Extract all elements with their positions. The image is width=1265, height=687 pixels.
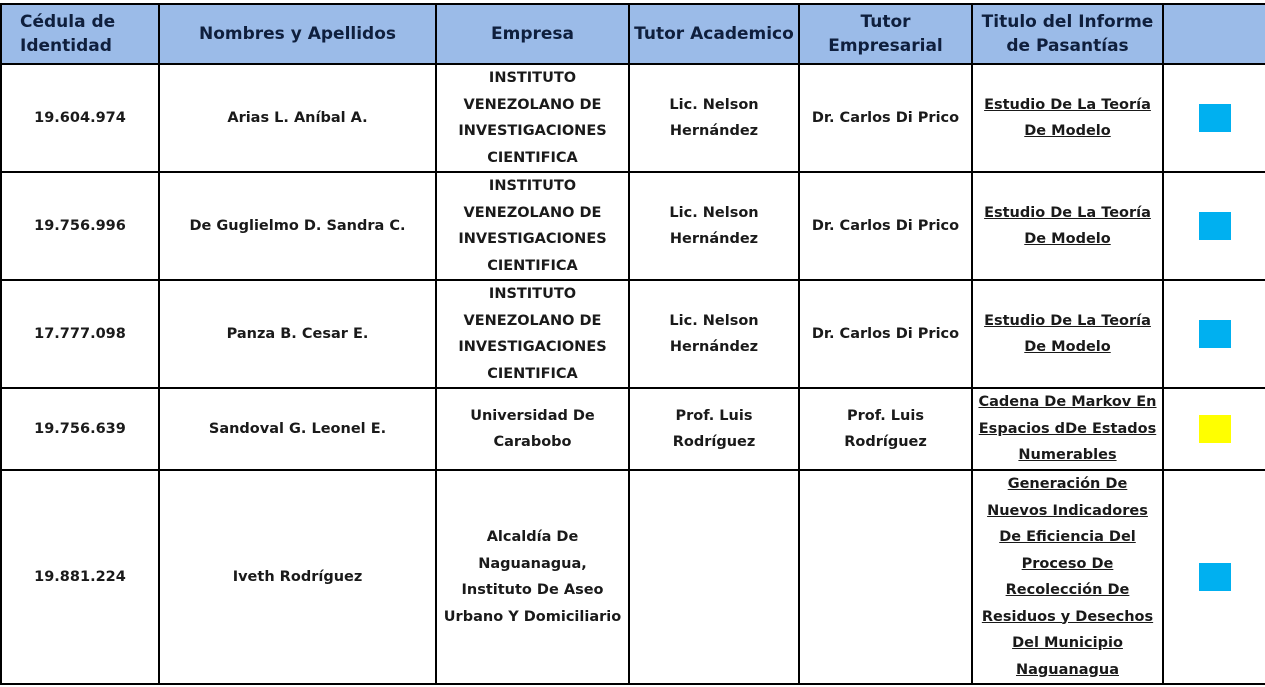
titulo-link[interactable]: Estudio De La Teoría De Modelo bbox=[984, 312, 1151, 355]
header-tutor-empresarial: Tutor Empresarial bbox=[799, 4, 972, 64]
empresa-cell: INSTITUTO VENEZOLANO DE INVESTIGACIONES CIENTIFICA bbox=[436, 64, 629, 172]
nombre-cell: Iveth Rodríguez bbox=[159, 470, 436, 684]
status-cell bbox=[1163, 64, 1265, 172]
header-tutor-academico: Tutor Academico bbox=[629, 4, 799, 64]
header-titulo: Titulo del Informe de Pasantías bbox=[972, 4, 1163, 64]
table-row bbox=[1, 64, 1265, 172]
cedula-cell: 17.777.098 bbox=[1, 280, 159, 388]
titulo-link[interactable]: Estudio De La Teoría De Modelo bbox=[984, 204, 1151, 247]
tutor-academico-cell: Lic. Nelson Hernández bbox=[629, 172, 799, 280]
table-row bbox=[1, 470, 1265, 684]
status-cell bbox=[1163, 172, 1265, 280]
header-empresa: Empresa bbox=[436, 4, 629, 64]
cedula-cell: 19.756.639 bbox=[1, 388, 159, 470]
cedula-cell: 19.604.974 bbox=[1, 64, 159, 172]
empresa-cell: Universidad De Carabobo bbox=[436, 388, 629, 470]
table-row bbox=[1, 172, 1265, 280]
tutor-academico-cell: Prof. Luis Rodríguez bbox=[629, 388, 799, 470]
nombre-cell: De Guglielmo D. Sandra C. bbox=[159, 172, 436, 280]
empresa-cell: INSTITUTO VENEZOLANO DE INVESTIGACIONES CIENTIFICA bbox=[436, 172, 629, 280]
empresa-cell: INSTITUTO VENEZOLANO DE INVESTIGACIONES CIENTIFICA bbox=[436, 280, 629, 388]
table-row bbox=[1, 280, 1265, 388]
empresa-cell: Alcaldía De Naguanagua, Instituto De Aseo Urbano Y Domiciliario bbox=[436, 470, 629, 684]
status-swatch bbox=[1199, 563, 1231, 591]
titulo-link[interactable]: Estudio De La Teoría De Modelo bbox=[984, 96, 1151, 139]
tutor-academico-cell: Lic. Nelson Hernández bbox=[629, 280, 799, 388]
tutor-empresarial-cell: Dr. Carlos Di Prico bbox=[799, 64, 972, 172]
tutor-empresarial-cell bbox=[799, 470, 972, 684]
nombre-cell: Arias L. Aníbal A. bbox=[159, 64, 436, 172]
nombre-cell: Sandoval G. Leonel E. bbox=[159, 388, 436, 470]
status-cell bbox=[1163, 470, 1265, 684]
header-nombres: Nombres y Apellidos bbox=[159, 4, 436, 64]
tutor-empresarial-cell: Dr. Carlos Di Prico bbox=[799, 172, 972, 280]
tutor-empresarial-cell: Prof. Luis Rodríguez bbox=[799, 388, 972, 470]
titulo-cell bbox=[972, 64, 1163, 172]
cedula-cell: 19.881.224 bbox=[1, 470, 159, 684]
nombre-cell: Panza B. Cesar E. bbox=[159, 280, 436, 388]
cedula-cell: 19.756.996 bbox=[1, 172, 159, 280]
status-cell bbox=[1163, 280, 1265, 388]
header-status bbox=[1163, 4, 1265, 64]
status-swatch bbox=[1199, 320, 1231, 348]
header-cedula: Cédula de Identidad bbox=[1, 4, 159, 64]
status-cell bbox=[1163, 388, 1265, 470]
titulo-cell bbox=[972, 470, 1163, 684]
titulo-link[interactable]: Generación De Nuevos Indicadores De Eficiencia Del Proceso De Recolección De Residuos y Desechos Del Municipio Naguanagua bbox=[981, 476, 1154, 678]
titulo-link[interactable]: Cadena De Markov En Espacios dDe Estados Numerables bbox=[978, 394, 1157, 464]
table-row bbox=[1, 388, 1265, 470]
titulo-cell bbox=[972, 172, 1163, 280]
titulo-cell bbox=[972, 388, 1163, 470]
tutor-empresarial-cell: Dr. Carlos Di Prico bbox=[799, 280, 972, 388]
tutor-academico-cell bbox=[629, 470, 799, 684]
tutor-academico-cell: Lic. Nelson Hernández bbox=[629, 64, 799, 172]
pasantias-table bbox=[0, 3, 1265, 685]
status-swatch bbox=[1199, 415, 1231, 443]
status-swatch bbox=[1199, 104, 1231, 132]
titulo-cell bbox=[972, 280, 1163, 388]
status-swatch bbox=[1199, 212, 1231, 240]
header-row bbox=[1, 4, 1265, 64]
